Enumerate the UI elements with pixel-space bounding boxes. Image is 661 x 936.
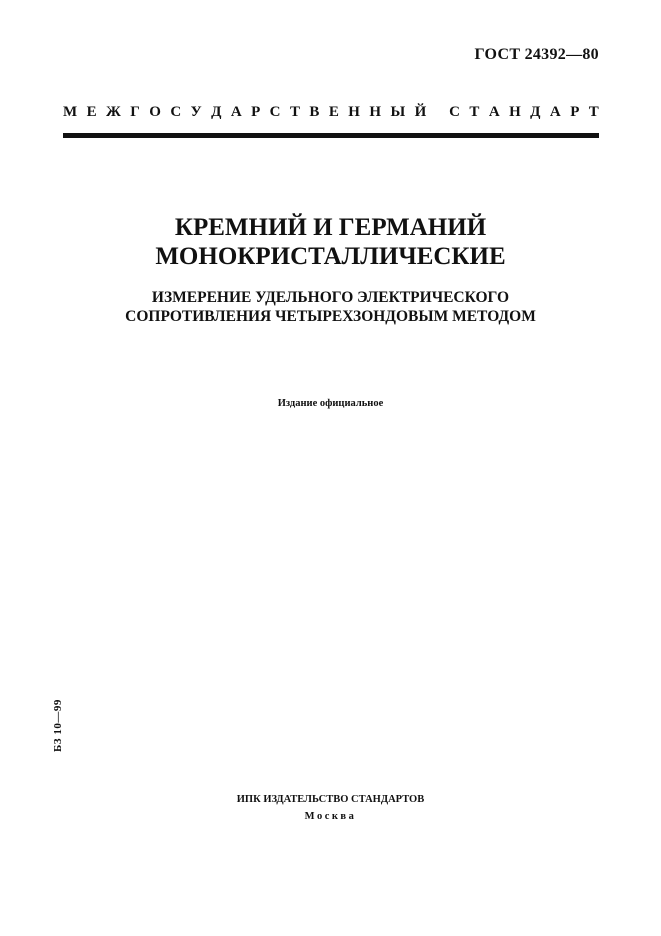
subtitle-line-1: ИЗМЕРЕНИЕ УДЕЛЬНОГО ЭЛЕКТРИЧЕСКОГО [151,289,510,306]
header-rule [63,133,599,138]
publisher-city: Москва [304,811,357,822]
title-line-1: КРЕМНИЙ И ГЕРМАНИЙ [174,214,487,241]
document-subtitle [0,288,661,326]
document-title [0,213,661,271]
edition-note: Издание официальное [277,398,384,409]
subtitle-line-2: СОПРОТИВЛЕНИЯ ЧЕТЫРЕХЗОНДОВЫМ МЕТОДОМ [125,308,536,325]
standard-number: ГОСТ 24392—80 [474,46,599,63]
publisher-name: ИПК ИЗДАТЕЛЬСТВО СТАНДАРТОВ [236,794,425,805]
interstate-standard-heading: М Е Ж Г О С У Д А Р С Т В Е Н Н Ы Й С Т А Н Д А Р Т [63,104,599,120]
title-line-2: МОНОКРИСТАЛЛИЧЕСКИЕ [155,243,506,270]
side-code: БЗ 10—99 [52,699,64,752]
